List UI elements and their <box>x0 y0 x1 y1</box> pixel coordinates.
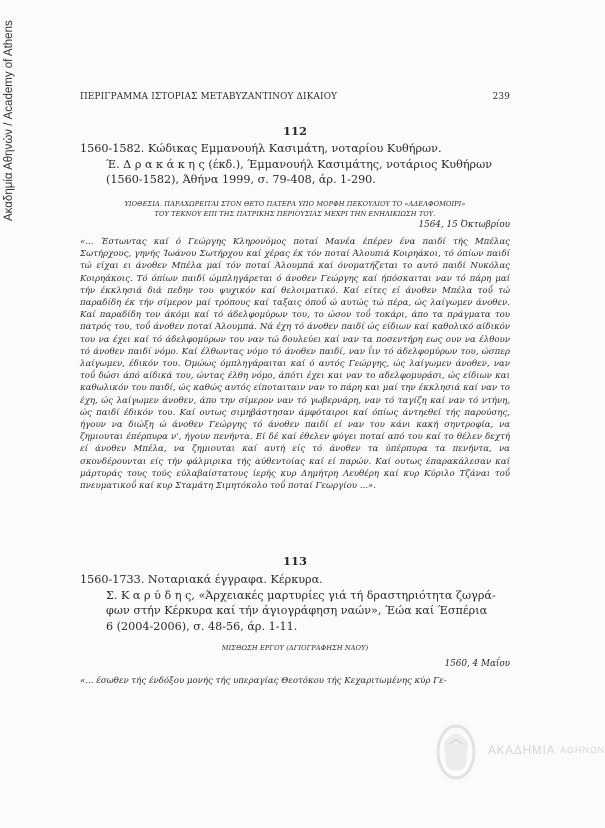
entry-112-line2: Έ. Δ ρ α κ ά κ η ς (έκδ.), Έμμανουήλ Κασιμάτης, νοτάριος Κυθήρων <box>106 157 493 171</box>
entry-113-text: «... έσωθεν τής ένδόξου μονής τής υπεραγίας Θεοτόκου τής Κεχαριτωμένης κύρ Γε- <box>80 676 447 686</box>
entry-113-date: 1560, 4 Μαΐου <box>444 659 510 669</box>
watermark-academy-text: ΑΚΑΔΗΜΙΑ <box>488 745 556 757</box>
entry-112-line3: (1560-1582), Άθήνα 1999, σ. 79-408, άρ. 1-290. <box>106 173 376 186</box>
entry-112-line1: 1560-1582. Κώδικας Εμμανουήλ Κασιμάτη, νοταρίου Κυθήρων. <box>80 142 442 155</box>
entry-113-line3: φων στήν Κέρκυρα καί τήν άγιογράφηση ναών», Έώα καί Έσπέρια <box>106 604 488 617</box>
entry-112-heading <box>80 199 510 219</box>
watermark-athens-text: ΑΘΗΝΩΝ <box>560 745 605 755</box>
running-header-title: ΠΕΡΙΓΡΑΜΜΑ ΙΣΤΟΡΙΑΣ ΜΕΤΑΒΥΖΑΝΤΙΝΟΥ ΔΙΚΑΙΟΥ <box>80 92 338 102</box>
academy-emblem-watermark <box>432 722 480 784</box>
archive-side-label: Ακαδημία Αθηνών / Academy of Athens <box>3 20 15 221</box>
page-number: 239 <box>492 92 510 102</box>
entry-113-line4: 6 (2004-2006), σ. 48-56, άρ. 1-11. <box>106 619 298 633</box>
entry-113-line2: Σ. Κ α ρ ύ δ η ς, «Άρχειακές μαρτυρίες γιά τή δραστηριότητα ζωγρά- <box>106 588 496 602</box>
entry-112-date: 1564, 15 Όκτωβρίου <box>418 220 510 230</box>
entry-113-heading: ΜΙΣΘΩΣΗ ΕΡΓΟΥ (ΑΓΙΟΓΡΑΦΗΣΗ ΝΑΟΥ) <box>221 644 369 652</box>
running-header <box>80 92 510 106</box>
entry-112-heading-line1: ΥΙΟΘΕΣΙΑ. ΠΑΡΑΧΩΡΕΙΤΑΙ ΣΤΟΝ ΘΕΤΟ ΠΑΤΕΡΑ ΥΠΟ ΜΟΡΦΗ ΠΕΚΟΥΛΙΟΥ ΤΟ «ΑΔΕΛΦΟΜΟΙΡΙ» <box>124 200 466 208</box>
entry-112-number: 112 <box>282 124 307 138</box>
entry-113-number: 113 <box>282 554 307 568</box>
entry-113-reference <box>80 572 510 634</box>
entry-112-heading-line2: ΤΟΥ ΤΕΚΝΟΥ ΕΠΙ ΤΗΣ ΠΑΤΡΙΚΗΣ ΠΕΡΙΟΥΣΙΑΣ ΜΕΧΡΙ ΤΗΝ ΕΝΗΛΙΚΙΩΣΗ ΤΟΥ. <box>154 210 436 218</box>
entry-113-line1: 1560-1733. Νοταριακά έγγραφα. Κέρκυρα. <box>80 573 323 586</box>
entry-112-reference <box>80 141 510 188</box>
entry-112-text: «... Έστωντας καί ό Γεώργης Κληρονόμος ποταί Μανέα έπέρεν ένα παιδί τής Μπέλας Σωτήρχους, γηνής Ίωάνου Σωτήρχου καί χέρας έκ τόν ποταί Άλουπιά Κοιρηάκοι, τό όπίων παιδί τώ είχαι ει άνοθεν Μπέλα μαί τόν ποταί Άλουμπά καί όνοματήζεται το αυτό παιδί Νυκόλας Κοιρηάκοις. Τό όπίων παιδί ώμπληγάρεται ό άνοθεν Γεώργης καί ήπόσκαιται ναν τό πάρη μαί τήν έκκλησιά διά πεδην του ψυχικόν καί θελοιματικό. Καί είτες εί άνοθεν Μπέλα τοΰ τώ παραδίδη έκ τήν σίμερον μαί τρόπους καί ταξαις όποΰ ώ αυτώς τώ πέρα, ώς λαίγωμεν άνοθεν. Καί παραδίδη τον άκόμι καί τό άδελφομύρων του, το ώσον τοΰ τοκάρι, άπο τα πράγματα του πατρός του, τοΰ άνοθεν ποταί Άλουμπά. Νά έχη τό άνοθεν παιδί ώς είδιων καί καθολικό αίδικόν του να έχει καί τό άδελφομύρων του ναν τώ δουλεύει καί ναν τα ποσεντήρη εως ουν να έλθουν τό άνοθεν παιδί νόμο. Καί έλθωντας νόμο τό άνοθεν παιδί, ναν ΐιν τό άδελφομύρων του, ώσπερ λαίγωμεν, έδικόν του. Όμώως όμπληγάραιται καί ό αυτός Γεώργης, ώς λαίγωμεν άνοθεν, ναν τοΰ δώσι άπό αίδικά του, ώντας έλθη νόμο, άπότι έχει και ναν το αδελφομυράσι, ώς είδιων και καθωλικόν του παιδί, ώς καθώς αυτός είποταιταιν ναν το πάρη και μαί την έκκλησιά καί ναν το έχη, ώς λαίγωμεν άνοθεν, άπο την σίμερον ναν τό γωβερνάρη, ναν τό ταγίζη καί ναν τό ντήνη, ώς παιδί έδικόν του. Καί ουτως σιμηβάστησαν άμφόταιροι καί όπίως άντηεθεί τής παρούσης, ήγουν να διώξη ώ άνοθεν Γεώργης τό άνοθεν παιδί εί ναν του κάνι κακή σηντροφία, να ζημιουται έπέρπυρα ν', ήγουν πενήντα. Εί δέ καί έθελεν φύγει ποταί από του καί το θέλεν δεχτή εί άνοθεν Μπέλα, να ζημιουται καί αυτή είς τό άνοθεν τα ύπέρπυρα τα πενήντα, να σκονδέρουνται είς τήν φάλμιρικα τής αύθεντοίας καί εί παρών. Καί ουτως έπαρακάλεσαν καί μάρτυράς τους τούς εύλαβαίστατους ίερής κυρ Δημήτρη Λευθέρη καί κυρ Κύριλο Τζάναι τοΰ πνευματικοΰ καί κυρ Σταμάτη Σιμητόκολο τοΰ ποταί Γεωργίου ...». <box>80 237 510 492</box>
